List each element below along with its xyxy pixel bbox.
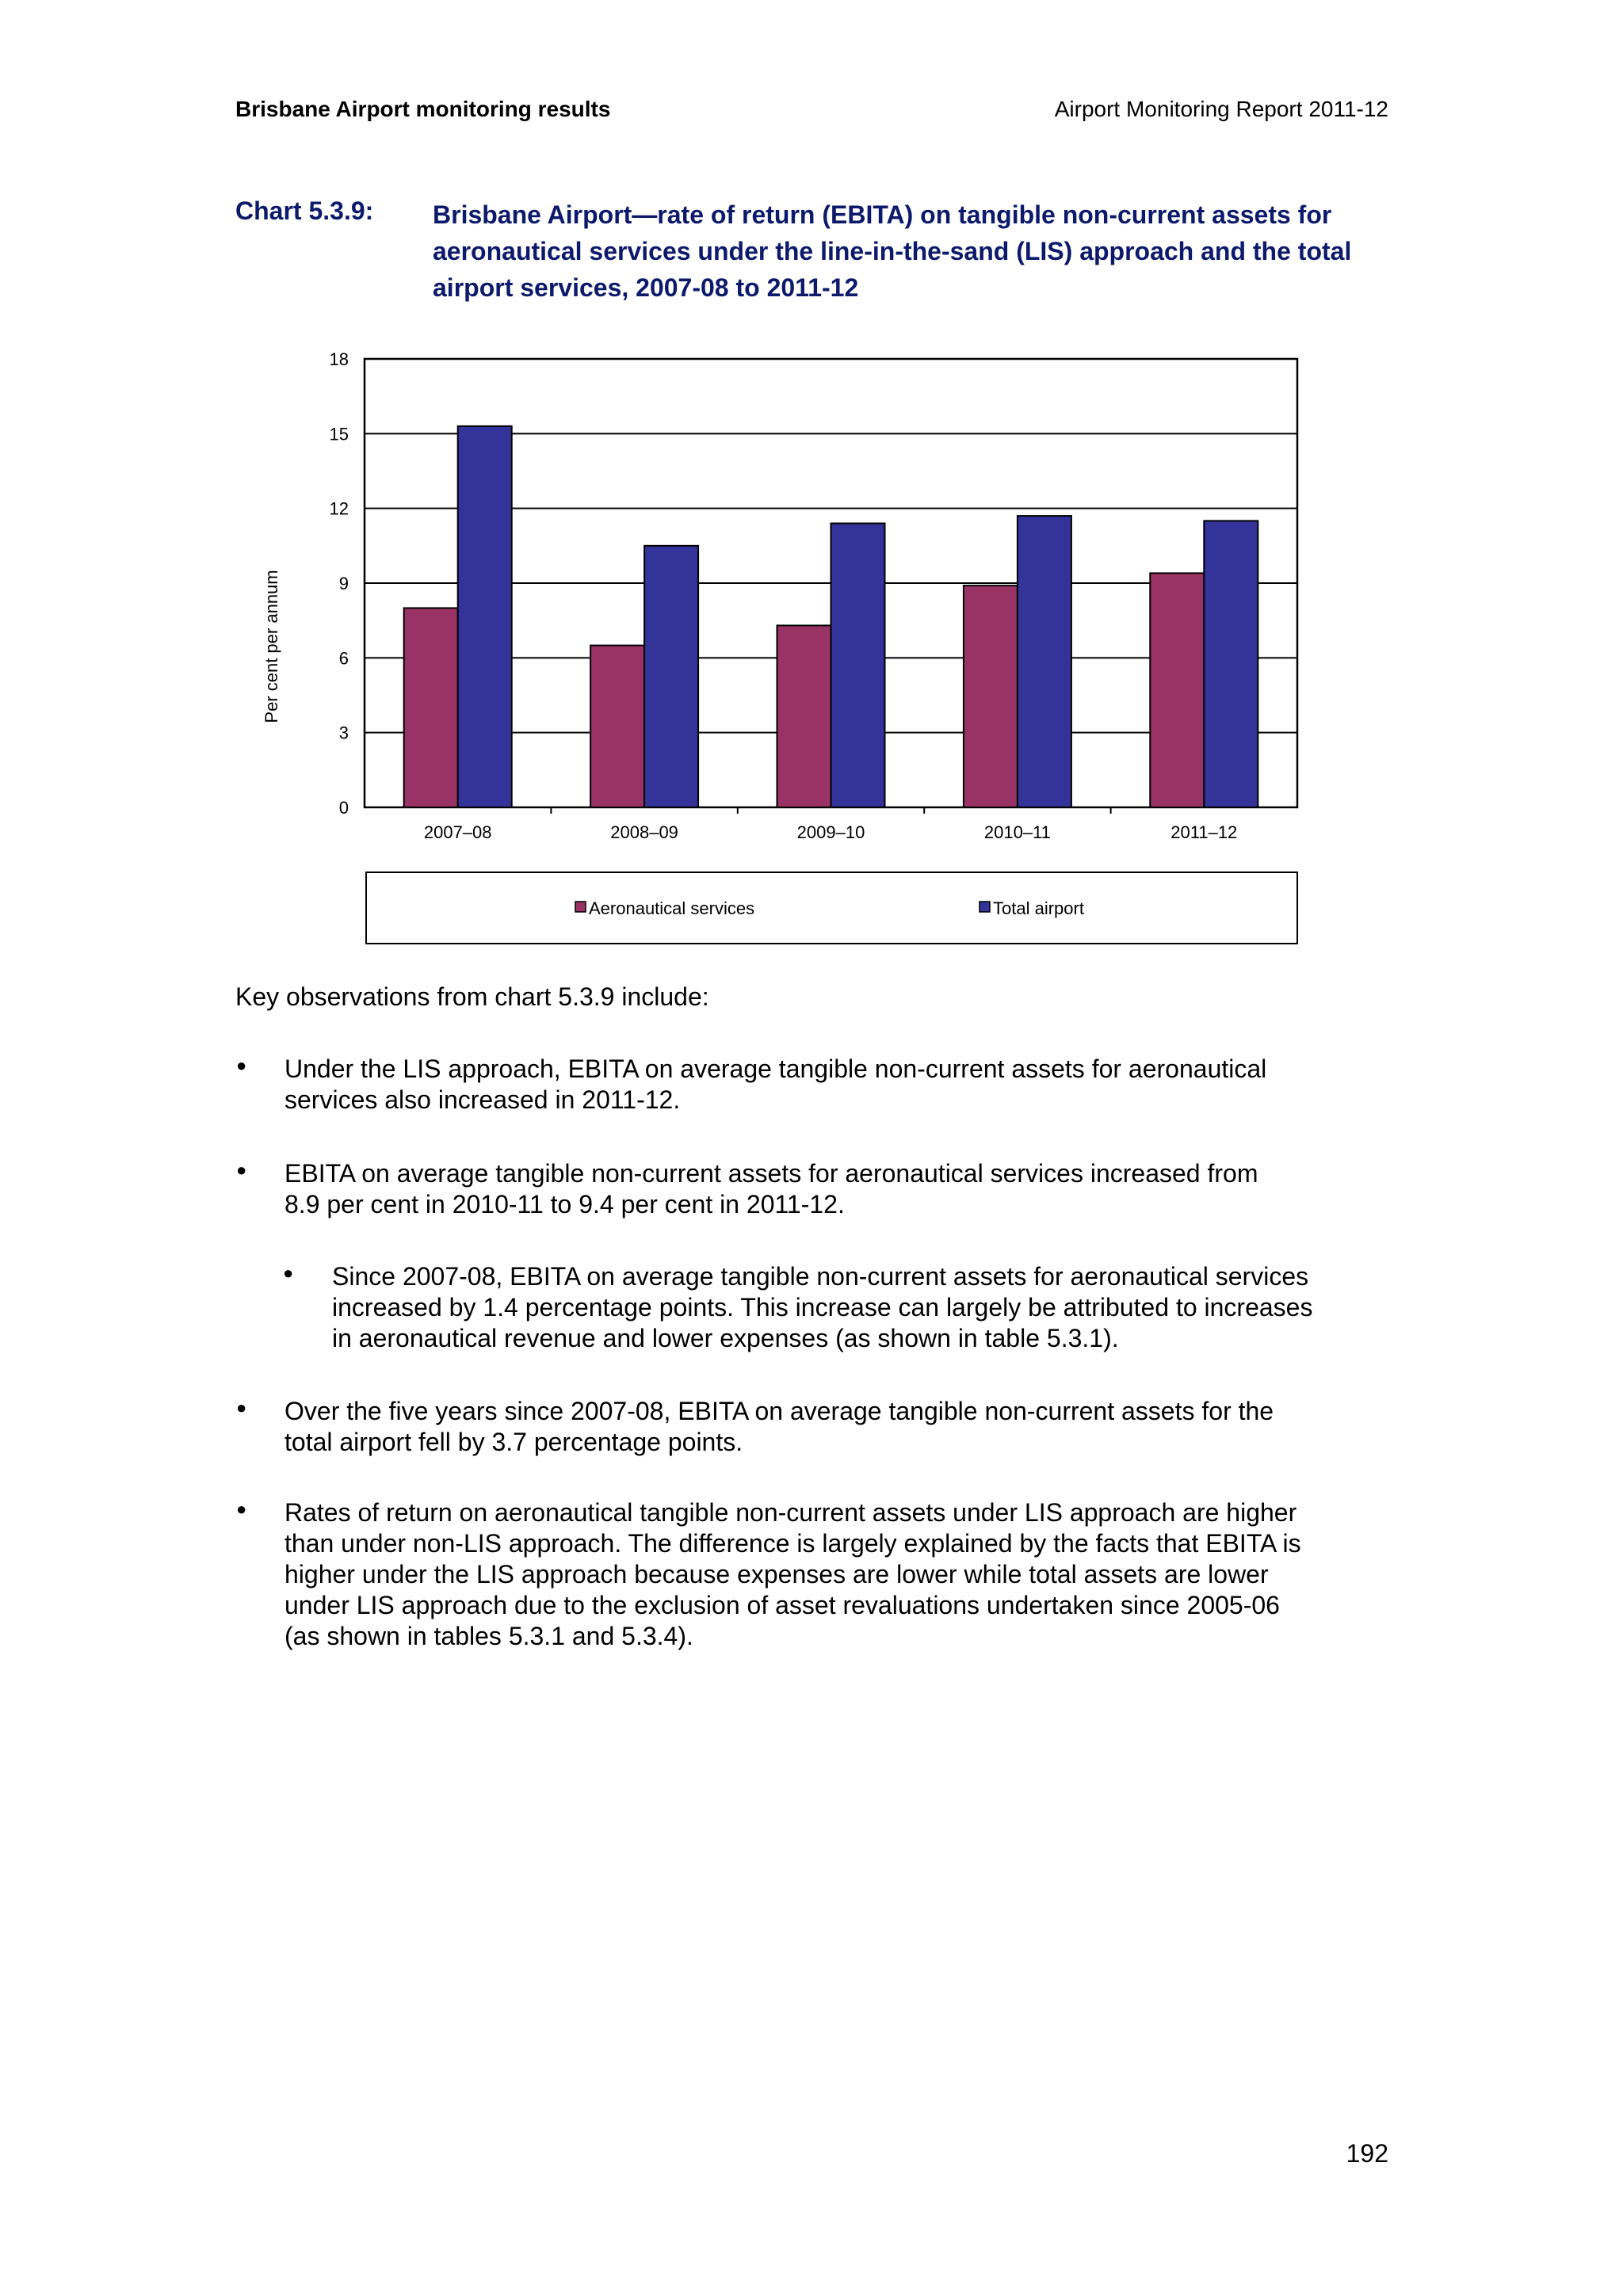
bullet-icon: ● [236, 1055, 247, 1075]
y-tick-label: 12 [329, 498, 349, 519]
bullet-text [285, 1396, 1274, 1458]
bullet-line: EBITA on average tangible non-current assets for aeronautical services increased from [285, 1159, 1258, 1188]
page-number: 192 [1346, 2139, 1388, 2168]
legend-swatch-aeronautical [575, 902, 586, 912]
y-tick-label: 6 [338, 648, 349, 669]
bullet-line: under LIS approach due to the exclusion of asset revaluations undertaken since 2005-06 [285, 1591, 1280, 1619]
bullet-line: Under the LIS approach, EBITA on average tangible non-current assets for aeronautical [285, 1055, 1267, 1083]
bullet-line: Rates of return on aeronautical tangible non-current assets under LIS approach are higher [285, 1498, 1297, 1527]
bullet-text [332, 1261, 1312, 1354]
legend-swatch-total-airport [980, 902, 990, 912]
bullet-line: (as shown in tables 5.3.1 and 5.3.4). [285, 1622, 693, 1650]
bar-total-airport [831, 524, 885, 807]
y-axis-label: Per cent per annum [262, 570, 281, 723]
x-tick-label: 2011–12 [1170, 822, 1238, 842]
bullet-icon: ● [236, 1398, 247, 1417]
bar-aeronautical [404, 608, 458, 807]
bullet-icon: ● [236, 1160, 247, 1180]
bullet-icon: ● [283, 1263, 294, 1283]
running-header-left: Brisbane Airport monitoring results [235, 97, 611, 121]
bullet-line: in aeronautical revenue and lower expenses (as shown in table 5.3.1). [332, 1324, 1119, 1352]
bullet-text [285, 1054, 1266, 1116]
bar-aeronautical [1150, 573, 1204, 807]
bar-aeronautical [590, 646, 644, 807]
bar-total-airport [644, 546, 698, 807]
x-tick-label: 2007–08 [423, 822, 492, 842]
bar-aeronautical [777, 625, 831, 807]
bar-total-airport [458, 426, 512, 807]
legend-label-aeronautical: Aeronautical services [589, 898, 755, 918]
bullet-text [285, 1158, 1258, 1220]
chart-title: Brisbane Airport—rate of return (EBITA) on tangible non-current assets for aeronautical services under the line-in-the-sand (LIS) approach and the total airport services, 2007-08 to 2011-12 [433, 200, 1352, 302]
x-tick-label: 2010–11 [983, 822, 1051, 842]
bullet-text [285, 1497, 1301, 1652]
y-tick-label: 15 [329, 424, 349, 444]
bullet-line: services also increased in 2011-12. [285, 1085, 681, 1114]
bar-total-airport [1204, 521, 1258, 807]
observations-intro: Key observations from chart 5.3.9 include: [235, 982, 709, 1011]
x-tick-label: 2008–09 [610, 822, 678, 842]
y-tick-label: 9 [338, 574, 349, 593]
x-tick-label: 2009–10 [796, 822, 865, 842]
bullet-line: than under non-LIS approach. The difference is largely explained by the facts that EBITA is [285, 1529, 1301, 1558]
bar-aeronautical [964, 585, 1018, 807]
bullet-line: increased by 1.4 percentage points. This increase can largely be attributed to increases [332, 1293, 1313, 1322]
bullet-line: total airport fell by 3.7 percentage points. [285, 1428, 743, 1456]
legend-label-total-airport: Total airport [993, 898, 1084, 918]
bullet-line: higher under the LIS approach because expenses are lower while total assets are lower [285, 1560, 1269, 1589]
chart-number: Chart 5.3.9: [235, 196, 374, 225]
y-tick-label: 3 [338, 723, 349, 743]
bullet-line: 8.9 per cent in 2010-11 to 9.4 per cent in 2011-12. [285, 1190, 845, 1219]
bullet-line: Over the five years since 2007-08, EBITA on average tangible non-current assets for the [285, 1397, 1274, 1425]
legend-box [366, 872, 1297, 944]
y-tick-label: 0 [338, 798, 349, 818]
bullet-line: Since 2007-08, EBITA on average tangible non-current assets for aeronautical services [332, 1262, 1309, 1291]
bar-total-airport [1018, 516, 1071, 807]
running-header-right: Airport Monitoring Report 2011-12 [1054, 97, 1388, 121]
y-tick-label: 18 [329, 349, 349, 369]
bullet-icon: ● [236, 1499, 247, 1519]
bar-chart [0, 0, 1623, 967]
